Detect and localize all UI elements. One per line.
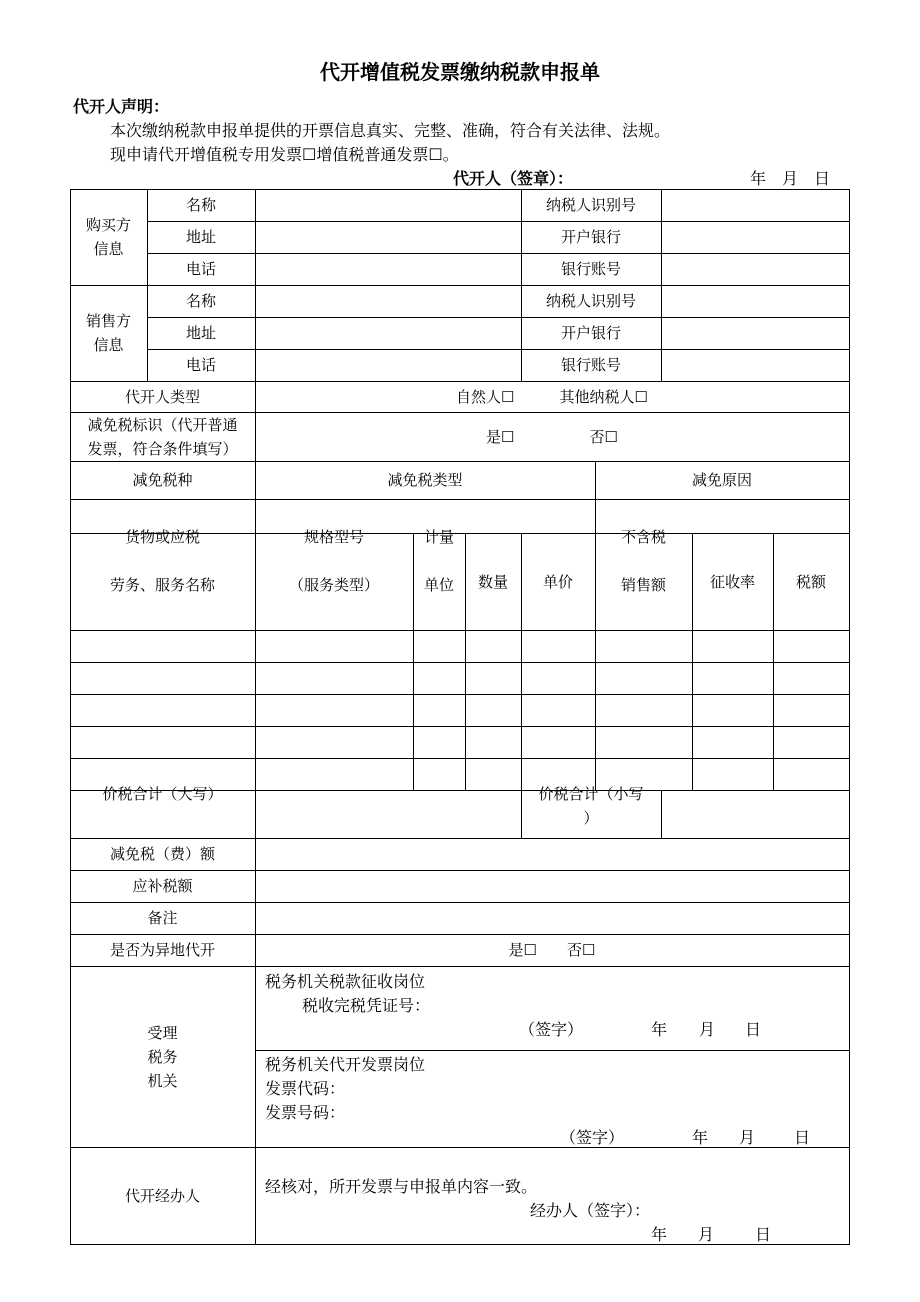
- buyer-address-field[interactable]: [255, 221, 522, 254]
- total-upper-label-text: 价税合计（大写）: [102, 785, 223, 803]
- declaration-table: [70, 189, 850, 1245]
- goods-row-5-rate-field[interactable]: [692, 758, 774, 791]
- goods-row-2-unit-field[interactable]: [413, 662, 466, 695]
- handler-statement: 经核对，所开发票与申报单内容一致。: [265, 1177, 538, 1196]
- goods-header-spec: [255, 528, 414, 631]
- goods-row-3-spec-field[interactable]: [255, 694, 414, 727]
- total-lower-label: [521, 785, 662, 839]
- goods-row-1-price-field[interactable]: [521, 630, 596, 663]
- invoice-issue-signature-label: （签字）: [560, 1128, 625, 1147]
- seller-bank-label: [521, 317, 662, 350]
- invoice-issue-title: 税务机关代开发票岗位: [265, 1055, 426, 1074]
- seller-phone-label-text: 电话: [185, 356, 216, 374]
- seller-group-label: [70, 285, 148, 382]
- goods-header-rate-text: 征收率: [709, 572, 755, 591]
- invoice-issue-year: 年: [692, 1128, 709, 1147]
- exemption-type-header-text: 减免税类型: [387, 471, 463, 489]
- goods-row-4-unit-field[interactable]: [413, 726, 466, 759]
- invoice-number-label: 发票号码：: [265, 1103, 346, 1122]
- exemption-flag-options[interactable]: [255, 412, 850, 462]
- goods-header-name: [70, 528, 256, 631]
- invoice-type-request: 现申请代开增值税专用发票☐增值税普通发票☐。: [110, 145, 459, 164]
- goods-header-tax: [773, 533, 850, 631]
- exempt-amount-label: [70, 838, 256, 871]
- goods-header-price: [521, 533, 596, 631]
- tax-collection-title: 税务机关税款征收岗位: [265, 972, 426, 991]
- buyer-bank-label: [521, 221, 662, 254]
- buyer-account-field[interactable]: [661, 253, 850, 286]
- buyer-address-label-text: 地址: [185, 228, 216, 246]
- tax-office-label-text: 受理 税务 机关: [147, 1023, 178, 1090]
- goods-header-rate: [692, 533, 774, 631]
- buyer-phone-label: [147, 253, 256, 286]
- issuer-type-label-text: 代开人类型: [124, 387, 200, 406]
- seller-name-label-text: 名称: [185, 292, 216, 310]
- exempt-amount-label-text: 减免税（费）额: [109, 845, 215, 863]
- buyer-name-label: [147, 189, 256, 222]
- buyer-group-label-text: 购买方 信息: [85, 216, 131, 258]
- exemption-reason-header: [595, 461, 850, 500]
- seller-account-label: [521, 349, 662, 382]
- total-lower-label-text: 价税合计（小写 ）: [538, 785, 644, 827]
- invoice-code-label: 发票代码：: [265, 1079, 346, 1098]
- seller-bank-label-text: 开户银行: [560, 324, 621, 342]
- goods-row-4-tax-field[interactable]: [773, 726, 850, 759]
- seller-name-field[interactable]: [255, 285, 522, 318]
- handler-day: 日: [755, 1225, 772, 1244]
- goods-row-2-name-field[interactable]: [70, 662, 256, 695]
- buyer-tax_id-label-text: 纳税人识别号: [545, 196, 636, 214]
- seller-tax_id-label-text: 纳税人识别号: [545, 292, 636, 310]
- goods-row-1-qty-field[interactable]: [465, 630, 522, 663]
- goods-row-5-unit-field[interactable]: [413, 758, 466, 791]
- goods-header-name-text: 货物或应税 劳务、服务名称: [109, 528, 215, 594]
- buyer-address-label: [147, 221, 256, 254]
- exemption-flag-options-text: 是☐ 否☐: [486, 427, 618, 446]
- seller-phone-label: [147, 349, 256, 382]
- goods-header-amount: [595, 528, 693, 631]
- goods-row-4-rate-field[interactable]: [692, 726, 774, 759]
- buyer-name-field[interactable]: [255, 189, 522, 222]
- remarks-label-text: 备注: [147, 909, 178, 927]
- goods-row-4-name-field[interactable]: [70, 726, 256, 759]
- goods-row-3-name-field[interactable]: [70, 694, 256, 727]
- goods-row-1-unit-field[interactable]: [413, 630, 466, 663]
- goods-header-unit: [413, 528, 466, 631]
- goods-row-3-unit-field[interactable]: [413, 694, 466, 727]
- issuer-type-label: [70, 381, 256, 413]
- supplement-tax-field[interactable]: [255, 870, 850, 903]
- seller-phone-field[interactable]: [255, 349, 522, 382]
- declaration-text: 本次缴纳税款申报单提供的开票信息真实、完整、准确，符合有关法律、法规。: [110, 121, 671, 140]
- exemption-tax-kind-header-text: 减免税种: [132, 471, 193, 489]
- goods-row-1-name-field[interactable]: [70, 630, 256, 663]
- goods-row-2-spec-field[interactable]: [255, 662, 414, 695]
- buyer-account-label-text: 银行账号: [560, 260, 621, 278]
- goods-row-3-tax-field[interactable]: [773, 694, 850, 727]
- seller-name-label: [147, 285, 256, 318]
- goods-row-2-rate-field[interactable]: [692, 662, 774, 695]
- exemption-reason-header-text: 减免原因: [691, 471, 752, 489]
- goods-row-4-spec-field[interactable]: [255, 726, 414, 759]
- handler-label-text: 代开经办人: [124, 1186, 200, 1205]
- goods-row-3-qty-field[interactable]: [465, 694, 522, 727]
- goods-header-qty-text: 数量: [477, 572, 508, 591]
- tax-office-label: [70, 966, 256, 1148]
- handler-label: [70, 1147, 256, 1245]
- buyer-tax_id-field[interactable]: [661, 189, 850, 222]
- goods-header-tax-text: 税额: [795, 572, 826, 591]
- seller-account-field[interactable]: [661, 349, 850, 382]
- page-title: 代开增值税发票缴纳税款申报单: [320, 60, 600, 84]
- goods-header-amount-text: 不含税 销售额: [620, 528, 666, 594]
- goods-row-4-price-field[interactable]: [521, 726, 596, 759]
- buyer-group-label: [70, 189, 148, 286]
- supplement-tax-label: [70, 870, 256, 903]
- supplement-tax-label-text: 应补税额: [132, 877, 193, 895]
- exemption-tax-kind-header: [70, 461, 256, 500]
- total-upper-label: [70, 785, 256, 839]
- seller-account-label-text: 银行账号: [560, 356, 621, 374]
- buyer-bank-field[interactable]: [661, 221, 850, 254]
- buyer-account-label: [521, 253, 662, 286]
- goods-row-4-qty-field[interactable]: [465, 726, 522, 759]
- buyer-phone-label-text: 电话: [185, 260, 216, 278]
- remote-issue-label: [70, 934, 256, 967]
- remarks-label: [70, 902, 256, 935]
- goods-row-2-price-field[interactable]: [521, 662, 596, 695]
- goods-row-4-amount-field[interactable]: [595, 726, 693, 759]
- goods-row-1-rate-field[interactable]: [692, 630, 774, 663]
- handler-year: 年: [651, 1225, 668, 1244]
- tax-collection-month: 月: [699, 1020, 716, 1039]
- issuer-type-options[interactable]: [255, 381, 850, 413]
- goods-row-2-amount-field[interactable]: [595, 662, 693, 695]
- goods-row-2-qty-field[interactable]: [465, 662, 522, 695]
- tax-collection-signature-label: （签字）: [519, 1020, 584, 1039]
- declaration-label: 代开人声明：: [73, 97, 170, 116]
- total-lower-field[interactable]: [661, 790, 850, 839]
- goods-header-unit-text: 计量 单位: [423, 528, 454, 594]
- exemption-flag-label: [70, 412, 256, 462]
- seller-bank-field[interactable]: [661, 317, 850, 350]
- total-upper-field[interactable]: [255, 790, 522, 839]
- tax-collection-day: 日: [745, 1020, 762, 1039]
- goods-row-3-amount-field[interactable]: [595, 694, 693, 727]
- seller-tax_id-field[interactable]: [661, 285, 850, 318]
- buyer-phone-field[interactable]: [255, 253, 522, 286]
- seller-address-label-text: 地址: [185, 324, 216, 342]
- invoice-issue-month: 月: [739, 1128, 756, 1147]
- handler-signature-label: 经办人（签字）：: [530, 1201, 651, 1220]
- remote-issue-label-text: 是否为异地代开: [109, 941, 215, 959]
- remote-issue-options-text: 是☐ 否☐: [508, 941, 596, 959]
- goods-row-3-price-field[interactable]: [521, 694, 596, 727]
- seller-tax_id-label: [521, 285, 662, 318]
- goods-header-qty: [465, 533, 522, 631]
- buyer-bank-label-text: 开户银行: [560, 228, 621, 246]
- buyer-name-label-text: 名称: [185, 196, 216, 214]
- handler-month: 月: [698, 1225, 715, 1244]
- goods-row-2-tax-field[interactable]: [773, 662, 850, 695]
- seller-address-label: [147, 317, 256, 350]
- goods-row-1-amount-field[interactable]: [595, 630, 693, 663]
- seller-group-label-text: 销售方 信息: [85, 312, 131, 354]
- remarks-field[interactable]: [255, 902, 850, 935]
- exemption-type-header: [255, 461, 596, 500]
- remote-issue-options[interactable]: [255, 934, 850, 967]
- goods-row-5-spec-field[interactable]: [255, 758, 414, 791]
- goods-header-price-text: 单价: [542, 572, 573, 591]
- tax-collection-year: 年: [651, 1020, 668, 1039]
- issuer-type-options-text: 自然人☐ 其他纳税人☐: [456, 387, 648, 406]
- goods-header-spec-text: 规格型号 （服务类型）: [288, 528, 379, 594]
- exemption-flag-label-text: 减免税标识（代开普通 发票，符合条件填写）: [87, 415, 238, 458]
- goods-row-5-qty-field[interactable]: [465, 758, 522, 791]
- issuer-signature-label: 代开人（签章）：: [453, 169, 574, 188]
- exempt-amount-field[interactable]: [255, 838, 850, 871]
- goods-row-3-rate-field[interactable]: [692, 694, 774, 727]
- buyer-tax_id-label: [521, 189, 662, 222]
- invoice-issue-day: 日: [794, 1128, 811, 1147]
- seller-address-field[interactable]: [255, 317, 522, 350]
- goods-row-1-tax-field[interactable]: [773, 630, 850, 663]
- declaration-date: 年 月 日: [750, 169, 831, 188]
- goods-row-1-spec-field[interactable]: [255, 630, 414, 663]
- goods-row-5-tax-field[interactable]: [773, 758, 850, 791]
- tax-receipt-number-label: 税收完税凭证号：: [302, 996, 431, 1015]
